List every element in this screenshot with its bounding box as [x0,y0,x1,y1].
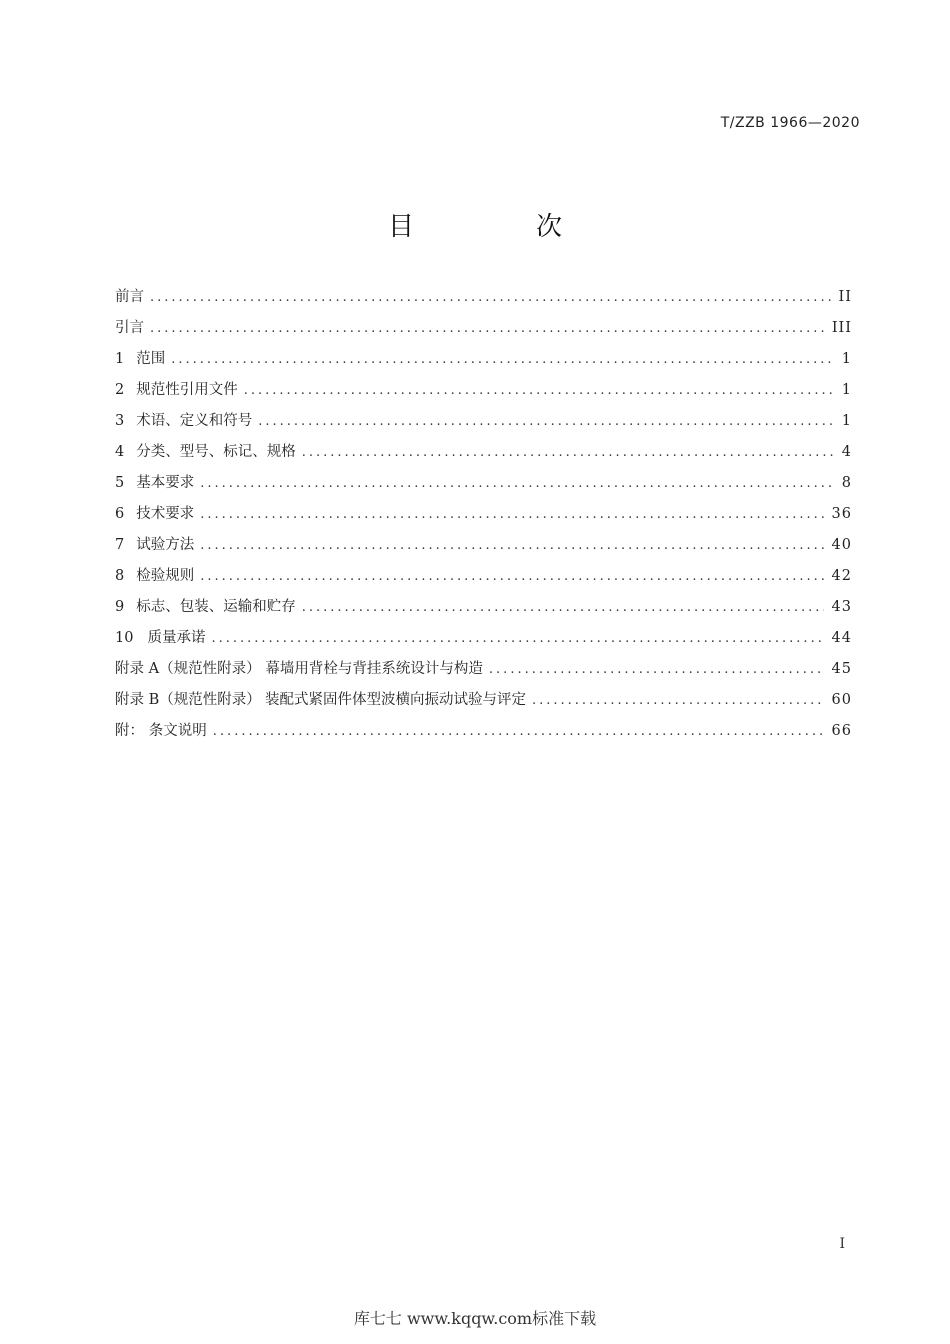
toc-entry-9[interactable] [115,595,852,626]
toc-entry-page: 42 [831,568,852,584]
toc-entry-number: 2 [115,382,125,398]
toc-entry-page: 40 [831,537,852,553]
toc-leader-dots [150,317,824,341]
toc-entry-introduction[interactable] [115,316,852,347]
toc-leader-dots [213,720,824,744]
toc-leader-dots [171,348,834,372]
toc-entry-clause-explanation[interactable] [115,719,852,750]
toc-entry-3[interactable] [115,409,852,440]
toc-entry-number: 5 [115,475,125,491]
toc-leader-dots [532,689,824,713]
document-code: T/ZZB 1966—2020 [720,115,860,131]
toc-leader-dots [211,627,823,651]
toc-entry-page: 60 [831,692,852,708]
toc-title: 目 次 [387,212,610,242]
toc-leader-dots [200,534,823,558]
toc-entry-8[interactable] [115,564,852,595]
toc-entry-4[interactable] [115,440,852,471]
toc-entry-subtitle: 条文说明 [148,723,207,739]
toc-leader-dots [200,472,834,496]
toc-entry-5[interactable] [115,471,852,502]
toc-entry-label: 分类、型号、标记、规格 [136,444,296,460]
toc-entry-label: 附录 B（规范性附录） [115,692,261,708]
toc-entry-number: 10 [115,630,134,646]
toc-leader-dots [302,596,824,620]
toc-entry-page: 66 [831,723,852,739]
toc-entry-label: 质量承诺 [147,630,206,646]
toc-leader-dots [244,379,834,403]
toc-entry-label: 范围 [136,351,166,367]
toc-entry-label: 前言 [115,289,144,305]
toc-entry-number: 3 [115,413,125,429]
toc-entry-2[interactable] [115,378,852,409]
toc-entry-page: 4 [841,444,852,460]
toc-entry-number: 1 [115,351,125,367]
toc-entry-appendix-a[interactable] [115,657,852,688]
toc-entry-page: 8 [841,475,852,491]
toc-entry-page: 36 [831,506,852,522]
toc-entry-page: III [831,320,852,336]
toc-entry-subtitle: 装配式紧固件体型波横向振动试验与评定 [264,692,526,708]
toc-entry-7[interactable] [115,533,852,564]
toc-entry-label: 标志、包装、运输和贮存 [136,599,296,615]
toc-entry-number: 8 [115,568,125,584]
toc-entry-1[interactable] [115,347,852,378]
toc-entry-label: 引言 [115,320,144,336]
toc-leader-dots [150,286,831,310]
toc-entry-appendix-b[interactable] [115,688,852,719]
toc-entry-number: 4 [115,444,125,460]
toc-entry-label: 附录 A（规范性附录） [115,661,261,677]
toc-entry-page: 43 [831,599,852,615]
toc-entry-page: 45 [831,661,852,677]
toc-entry-number: 9 [115,599,125,615]
toc-entry-label: 技术要求 [136,506,195,522]
toc-leader-dots [200,503,823,527]
toc-entry-label: 基本要求 [136,475,195,491]
toc-entry-foreword[interactable] [115,285,852,316]
toc-entry-label: 附： [115,723,144,739]
toc-entry-number: 6 [115,506,125,522]
page-number: I [839,1236,845,1252]
toc-entry-label: 术语、定义和符号 [136,413,253,429]
toc-entry-number: 7 [115,537,125,553]
toc-entry-10[interactable] [115,626,852,657]
toc-entry-label: 试验方法 [136,537,195,553]
toc-entry-page: 1 [841,351,852,367]
toc-leader-dots [200,565,823,589]
toc-leader-dots [489,658,824,682]
toc-entry-label: 检验规则 [136,568,195,584]
toc-entry-page: 44 [831,630,852,646]
toc-entry-page: 1 [841,382,852,398]
toc-entry-subtitle: 幕墙用背栓与背挂系统设计与构造 [265,661,483,677]
toc-leader-dots [258,410,834,434]
footer-watermark: 库七七 www.kqqw.com标准下载 [353,1309,597,1328]
toc-leader-dots [302,441,834,465]
toc-entry-page: 1 [841,413,852,429]
toc-entry-label: 规范性引用文件 [136,382,238,398]
table-of-contents [115,285,852,750]
toc-entry-6[interactable] [115,502,852,533]
toc-entry-page: II [838,289,852,305]
